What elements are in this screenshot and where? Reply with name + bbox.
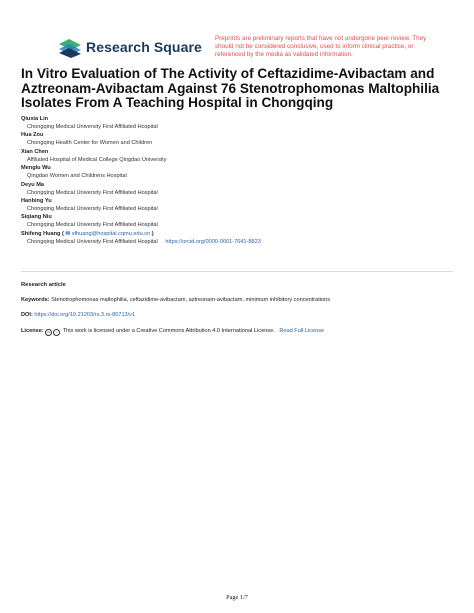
open-paren: (	[62, 230, 66, 237]
author-name[interactable]: Menglu Wu	[21, 165, 51, 172]
author-list	[21, 116, 461, 247]
license-row	[21, 328, 324, 336]
author-name[interactable]: Deyu Ma	[21, 181, 45, 188]
read-full-license-link[interactable]: Read Full License	[279, 328, 325, 334]
research-square-logo-icon	[57, 38, 83, 58]
author-entry	[21, 116, 461, 132]
brand-name[interactable]: Research Square	[86, 39, 202, 55]
author-entry	[21, 198, 461, 214]
author-entry	[21, 182, 461, 198]
paper-title: In Vitro Evaluation of The Activity of Ceftazidime-Avibactam and Aztreonam-Avibactam Against 76 Stenotrophomonas Maltophilia Isolates From A Teaching Hospital in Chongqing	[21, 66, 440, 111]
author-name[interactable]: Hanbing Yu	[21, 197, 52, 204]
email-link[interactable]: sfhuang@hospital.cqmu.edu.cn	[71, 230, 151, 237]
preprint-notice: Preprints are preliminary reports that have not undergone peer review. They should not be considered conclusive, used to inform clinical practice, or referenced by the media as validated information.	[215, 35, 427, 59]
author-entry	[21, 132, 461, 148]
close-paren: )	[151, 230, 154, 237]
article-type: Research article	[21, 282, 66, 288]
author-name[interactable]: Siqiang Niu	[21, 214, 52, 221]
author-name[interactable]: Qiuxia Lin	[21, 116, 49, 122]
doi-row	[21, 312, 135, 318]
author-affiliation: Chongqing Medical University First Affiliated Hospital	[27, 205, 158, 212]
doi-label: DOI:	[21, 312, 33, 318]
license-label: License:	[21, 328, 44, 334]
license-text: This work is licensed under a Creative Commons Attribution 4.0 International License.	[62, 328, 275, 334]
keywords-row	[21, 297, 330, 303]
author-affiliation: Qingdao Women and Childrens Hospital	[27, 173, 127, 180]
keywords-label: Keywords:	[21, 297, 50, 303]
corresponding-author	[21, 231, 461, 247]
corresponding-affiliation-line	[21, 239, 461, 247]
author-name[interactable]: Hua Zou	[21, 132, 44, 139]
doi-link[interactable]: https://doi.org/10.21203/rs.3.rs-80713/v1	[34, 312, 136, 318]
envelope-icon: ✉	[65, 230, 71, 237]
keywords-text: Stenotrophomonas maltophilia, ceftazidime-avibactam, aztreonam-avibactam, minimum inhibitory concentrations	[51, 297, 331, 303]
author-affiliation: Chongqing Medical University First Affiliated Hospital	[27, 222, 158, 229]
orcid-link[interactable]: https://orcid.org/0000-0001-7641-8823	[165, 238, 261, 245]
author-affiliation: Chongqing Medical University First Affiliated Hospital	[27, 124, 158, 130]
author-entry	[21, 165, 461, 181]
page-number: Page 1/7	[226, 594, 248, 601]
author-name[interactable]: Xian Chen	[21, 148, 49, 155]
author-entry	[21, 214, 461, 230]
cc-icon: cc	[47, 330, 51, 334]
corresponding-author-line	[21, 231, 461, 239]
author-affiliation: Chongqing Medical University First Affiliated Hospital	[27, 189, 158, 196]
author-name[interactable]: Shifeng Huang	[21, 230, 61, 237]
author-entry	[21, 149, 461, 165]
section-divider	[21, 271, 453, 272]
author-affiliation: Chongqing Health Center for Women and Children	[27, 140, 153, 147]
by-icon: i	[53, 329, 60, 336]
author-affiliation: Affiliated Hospital of Medical College Qingdao University	[27, 156, 167, 163]
author-affiliation: Chongqing Medical University First Affiliated Hospital	[27, 238, 158, 245]
